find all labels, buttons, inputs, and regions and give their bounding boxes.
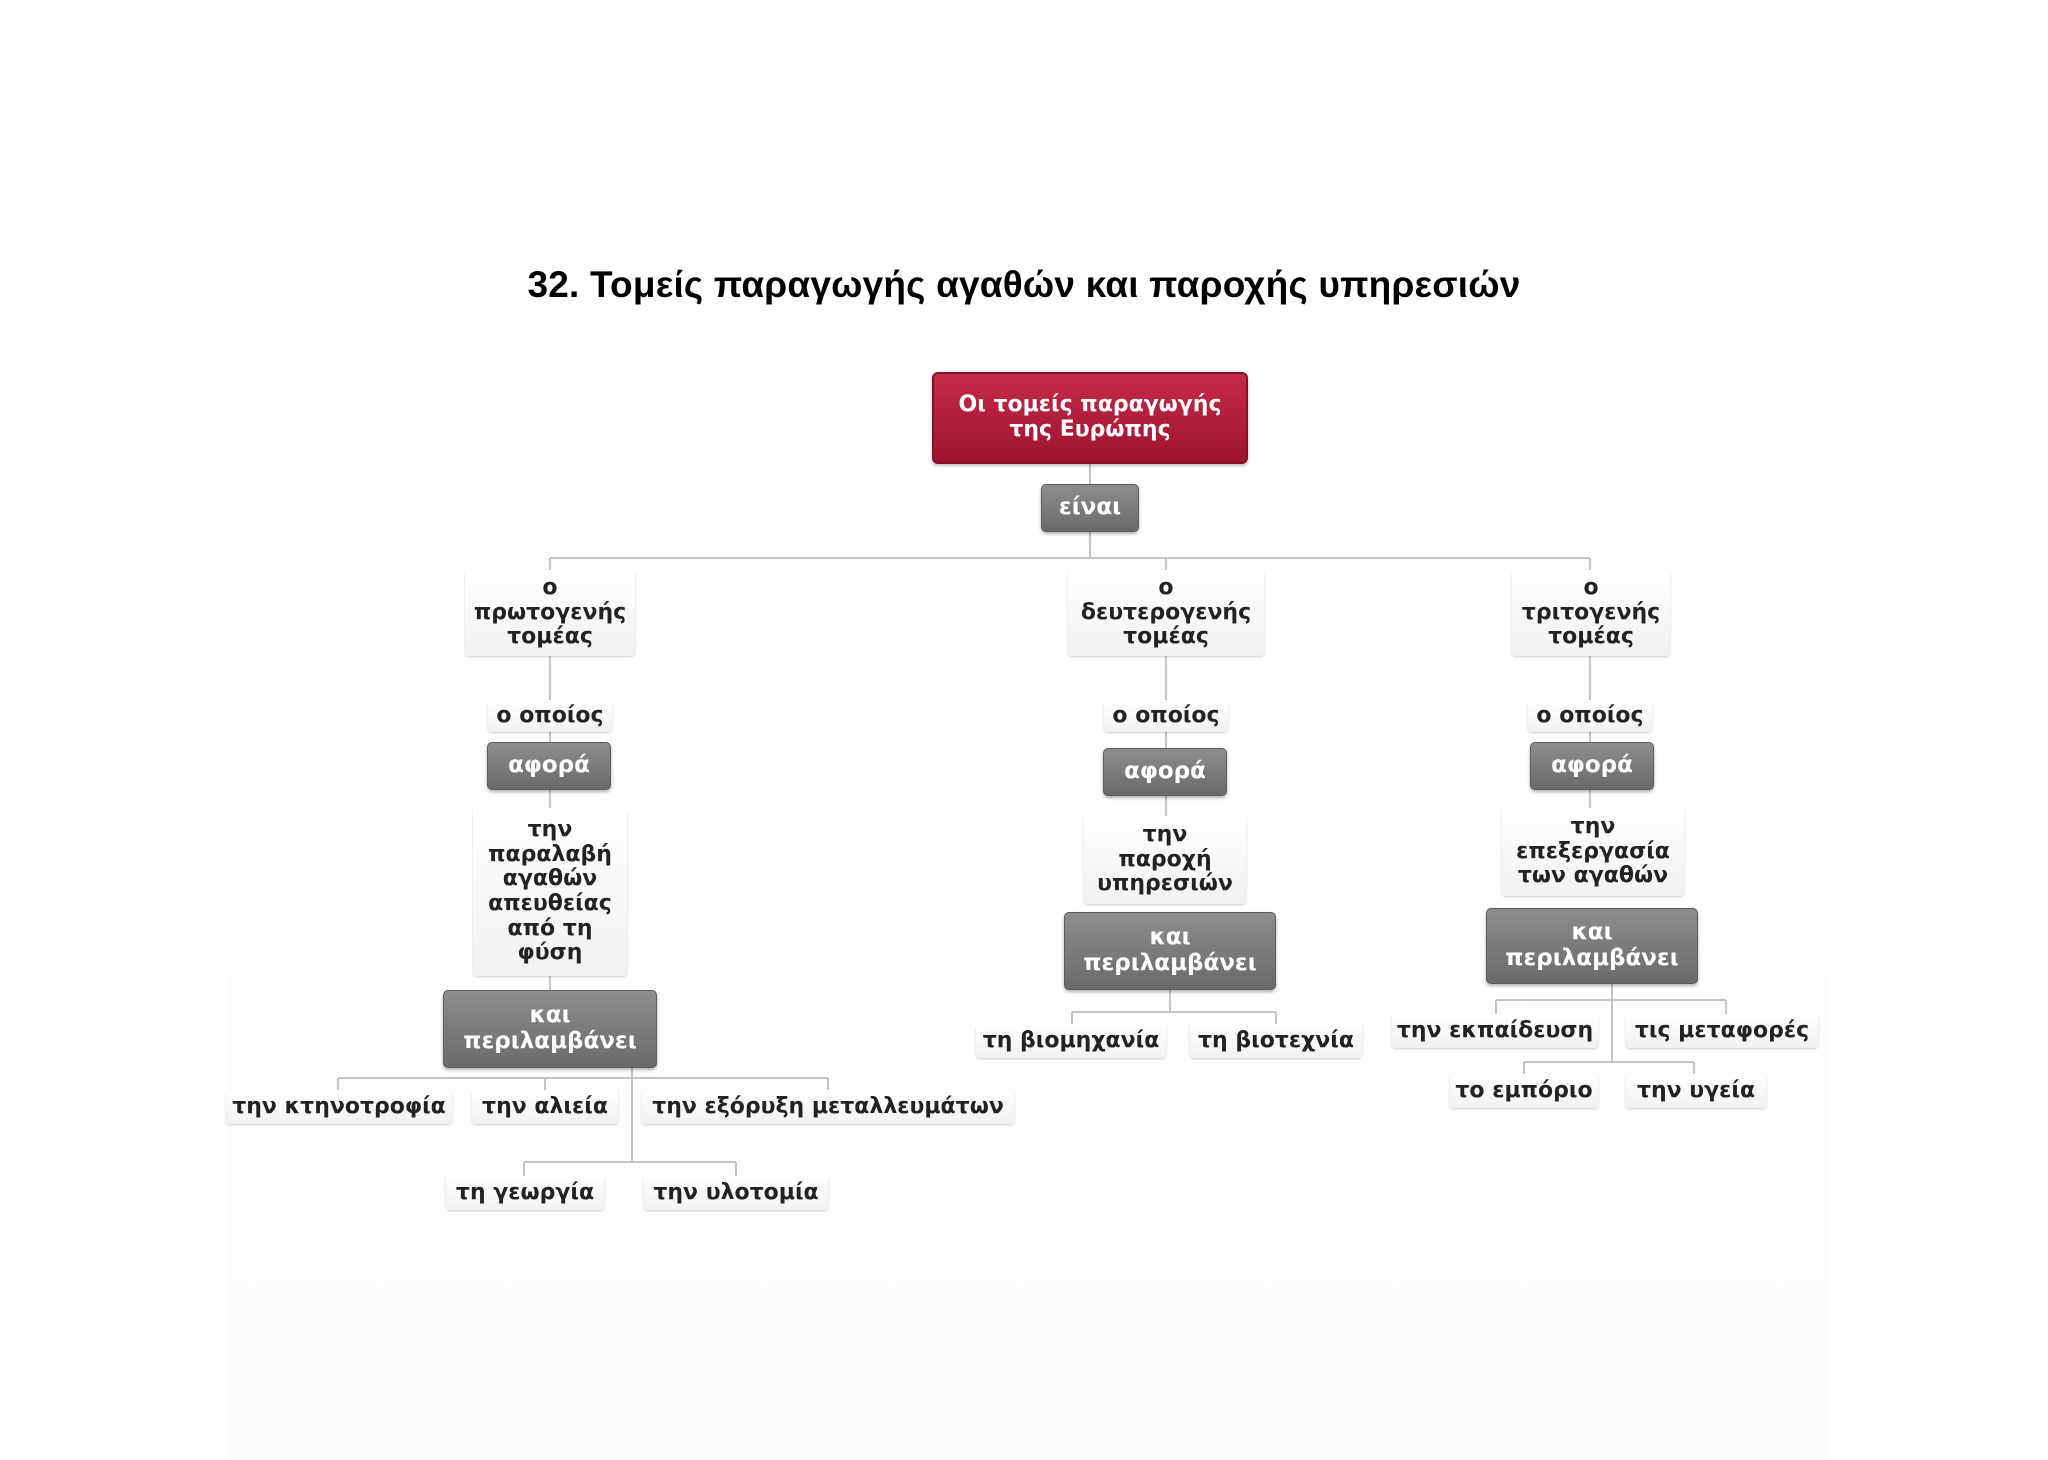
example-node-logging: την υλοτομία xyxy=(644,1176,828,1210)
example-node-agriculture: τη γεωργία xyxy=(446,1176,604,1210)
example-node-industry: τη βιομηχανία xyxy=(976,1024,1166,1058)
relative-node-tertiary: ο οποίος xyxy=(1528,700,1652,732)
sector-node-secondary: ο δευτερογενής τομέας xyxy=(1068,570,1264,656)
example-node-fishing: την αλιεία xyxy=(472,1090,618,1124)
root-node: Οι τομείς παραγωγής της Ευρώπης xyxy=(932,372,1248,464)
verb-node-primary: αφορά xyxy=(487,742,611,790)
example-node-education: την εκπαίδευση xyxy=(1392,1014,1598,1048)
verb-node-secondary: αφορά xyxy=(1103,748,1227,796)
sector-node-tertiary: ο τριτογενής τομέας xyxy=(1512,570,1670,656)
includes-node-tertiary: και περιλαμβάνει xyxy=(1486,908,1698,984)
root-link-node: είναι xyxy=(1041,484,1139,532)
example-node-transport: τις μεταφορές xyxy=(1626,1014,1818,1048)
description-node-primary: την παραλαβή αγαθών απευθείας από τη φύση xyxy=(473,808,627,976)
includes-node-primary: και περιλαμβάνει xyxy=(443,990,657,1068)
example-node-commerce: το εμπόριο xyxy=(1450,1074,1598,1108)
example-node-health: την υγεία xyxy=(1626,1074,1766,1108)
example-node-crafts: τη βιοτεχνία xyxy=(1190,1024,1362,1058)
page-title: 32. Τομείς παραγωγής αγαθών και παροχής υπηρεσιών xyxy=(527,264,1521,305)
example-node-livestock: την κτηνοτροφία xyxy=(226,1090,452,1124)
verb-node-tertiary: αφορά xyxy=(1530,742,1654,790)
relative-node-secondary: ο οποίος xyxy=(1104,700,1228,732)
example-node-mining: την εξόρυξη μεταλλευμάτων xyxy=(642,1090,1014,1124)
includes-node-secondary: και περιλαμβάνει xyxy=(1064,912,1276,990)
relative-node-primary: ο οποίος xyxy=(488,700,612,732)
description-node-tertiary: την επεξεργασία των αγαθών xyxy=(1502,808,1684,896)
sector-node-primary: ο πρωτογενής τομέας xyxy=(465,570,635,656)
description-node-secondary: την παροχή υπηρεσιών xyxy=(1084,816,1246,904)
